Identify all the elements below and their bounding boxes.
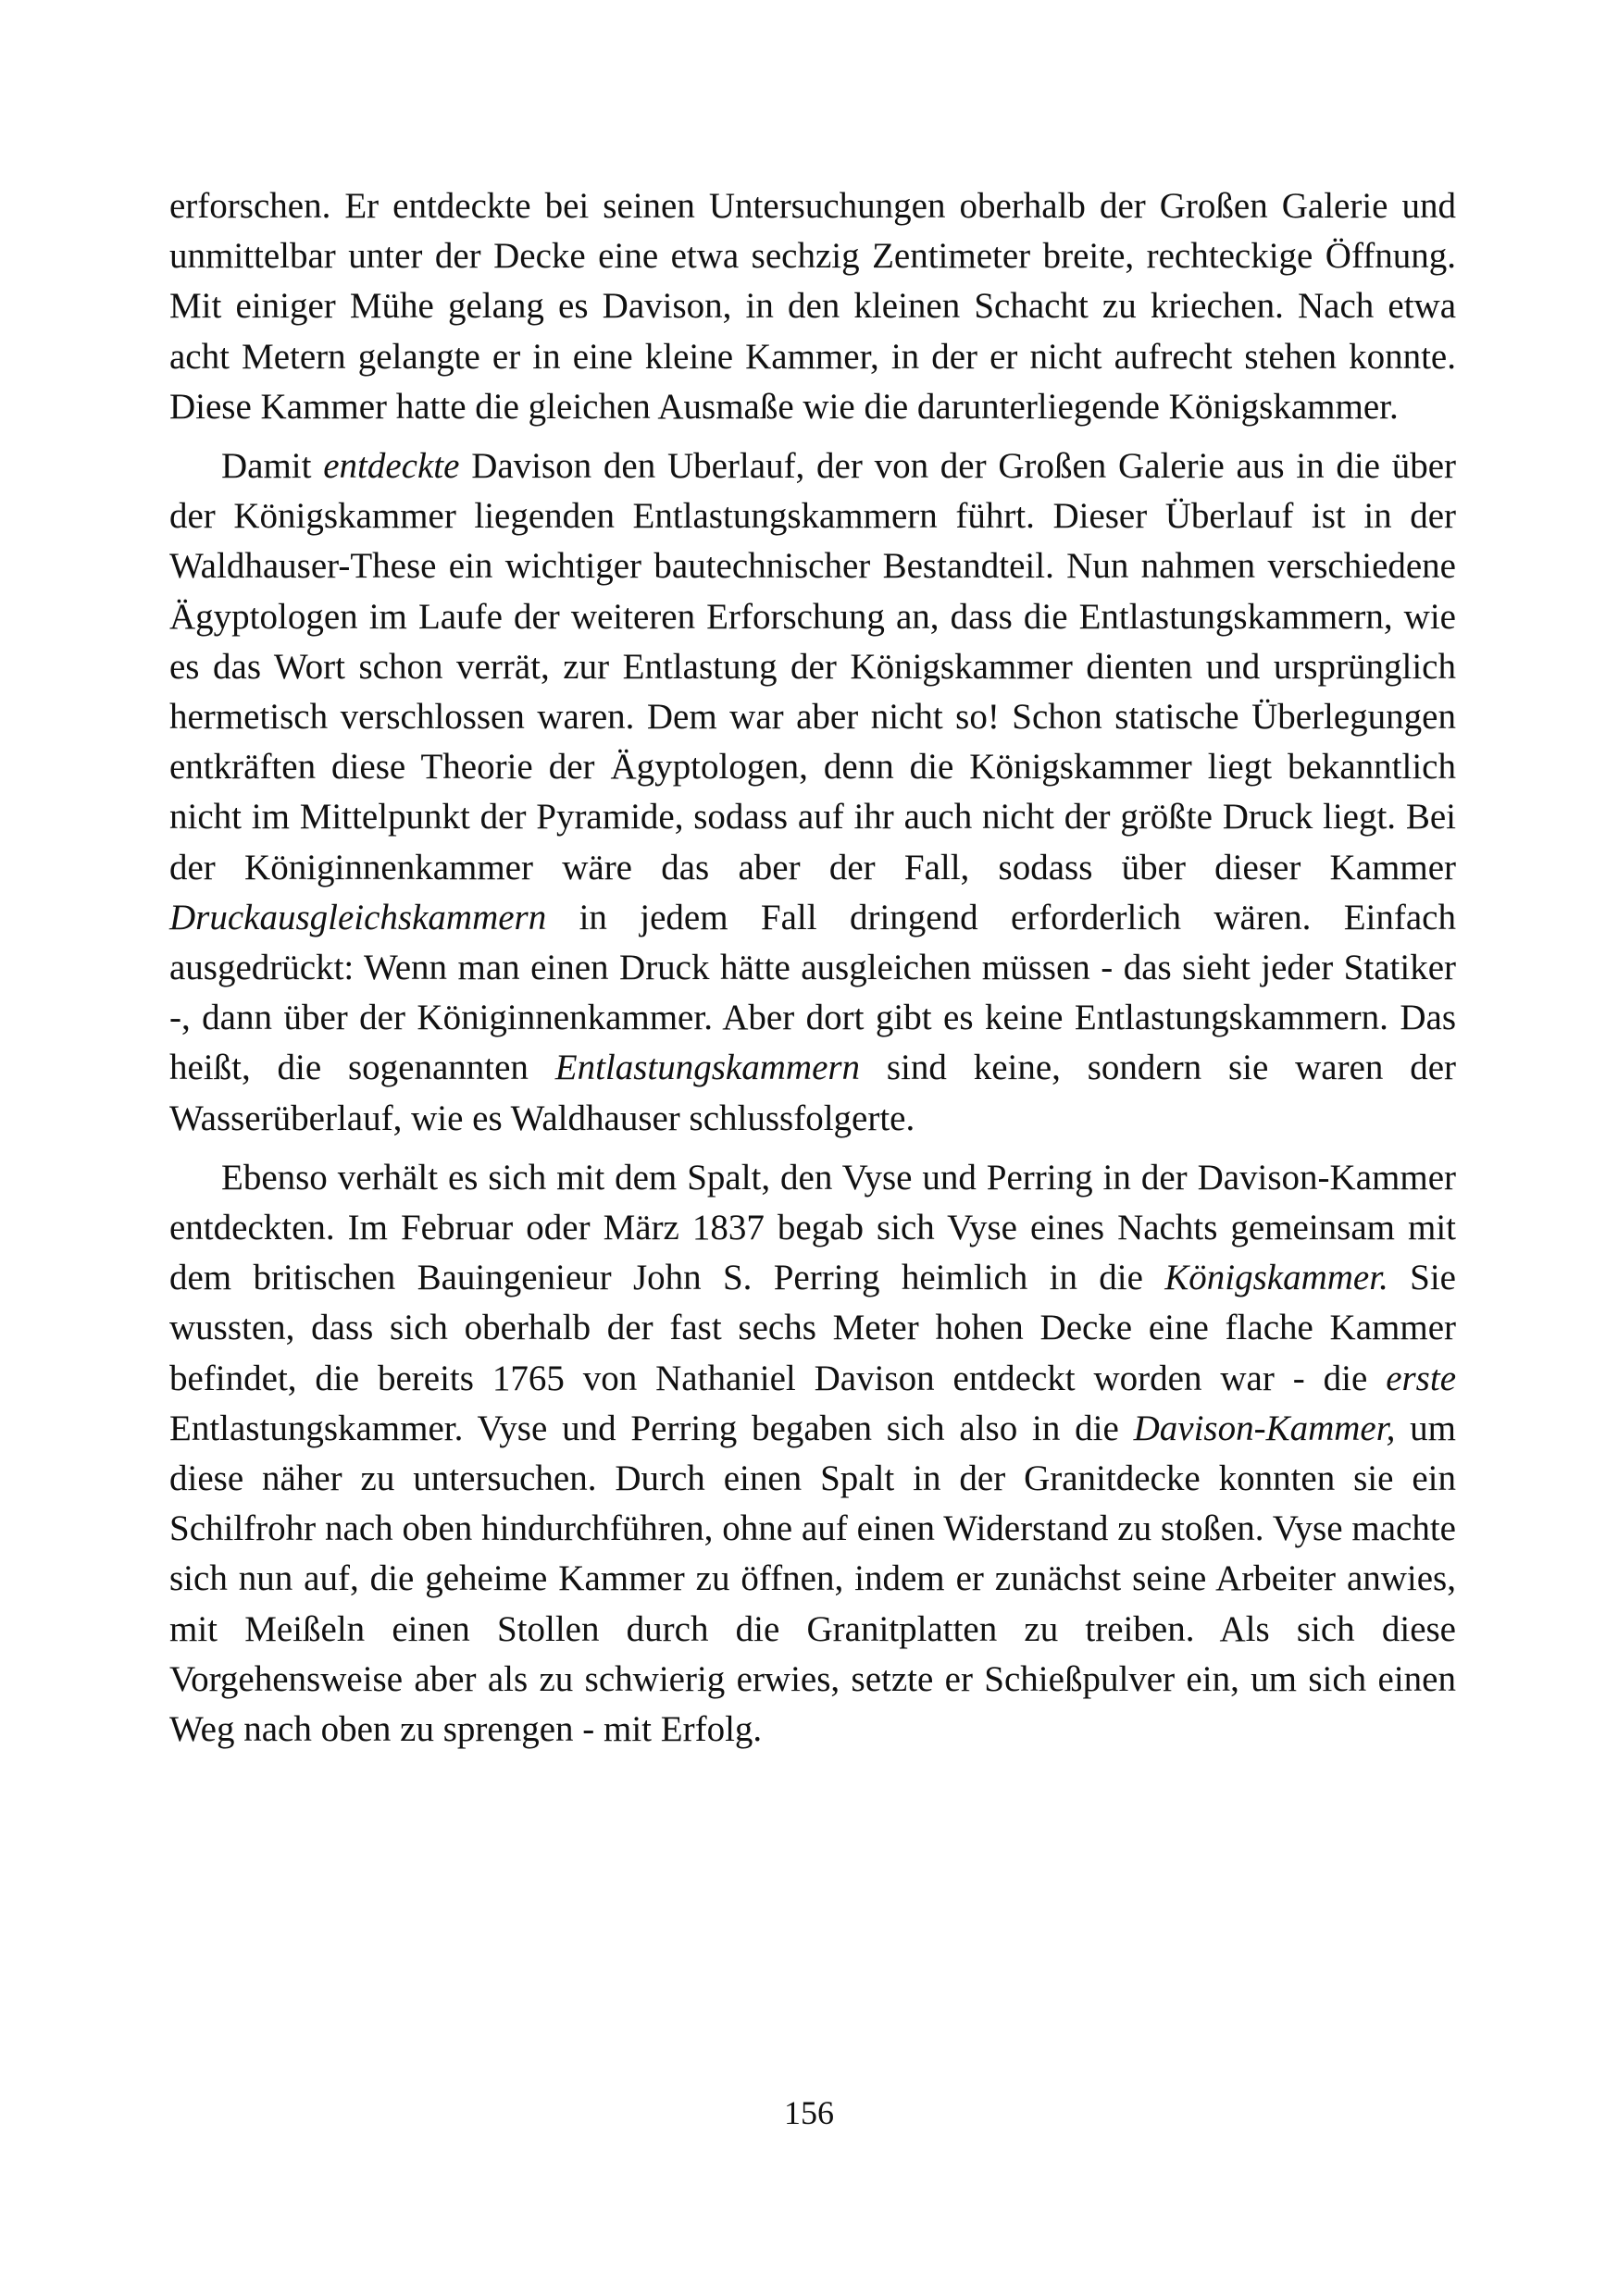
italic-text: Davison-Kammer, (1133, 1408, 1396, 1448)
text-run: Entlastungskammer. Vyse und Perring begaben sich also in die (169, 1408, 1134, 1448)
italic-text: Entlastungskammern (554, 1048, 861, 1088)
text-run: um diese näher zu untersuchen. Durch einen Spalt in der Granitdecke konnten sie ein Schilfrohr nach oben hindurchführen, ohne auf einen Widerstand zu stoßen. Vyse machte sich nun auf, die geheime Kammer zu öffnen, indem er zunächst seine Arbeiter anwies, mit Meißeln einen Stollen durch die Granitplatten zu treiben. Als sich diese Vorgehensweise aber als zu schwierig erwies, setzte er Schießpulver ein, um sich einen Weg nach oben zu sprengen - mit Erfolg. (169, 1408, 1456, 1750)
text-run: erforschen. Er entdeckte bei seinen Untersuchungen oberhalb der Großen Galerie und unmittelbar unter der Decke eine etwa sechzig Zentimeter breite, rechteckige Öffnung. Mit einiger Mühe gelang es Davison, in den kleinen Schacht zu kriechen. Nach etwa acht Metern gelangte er in eine kleine Kammer, in der er nicht aufrecht stehen konnte. Diese Kammer hatte die gleichen Ausmaße wie die darunterliegende Königskammer. (169, 186, 1456, 427)
italic-text: Königskammer. (1164, 1258, 1388, 1298)
text-run: Davison den Uberlauf, der von der Großen Galerie aus in die über der Königskammer liegenden Entlastungskammern führt. Dieser Überlauf ist in der Waldhauser-These ein wichtiger bautechnischer Bestandteil. Nun nahmen verschiedene Ägyptologen im Laufe der weiteren Erforschung an, dass die Entlastungskammern, wie es das Wort schon verrät, zur Entlastung der Königskammer dienten und ursprünglich hermetisch verschlossen waren. Dem war aber nicht so! Schon statische Überlegungen entkräften diese Theorie der Ägyptologen, denn die Königskammer liegt bekanntlich nicht im Mittelpunkt der Pyramide, sodass auf ihr auch nicht der größte Druck liegt. Bei der Königinnenkammer wäre das aber der Fall, sodass über dieser Kammer (169, 446, 1456, 887)
text-run: Damit (221, 446, 324, 487)
text-run: sind keine, sondern sie waren der Wasserüberlauf, wie es Waldhauser schlussfolgerte. (169, 1048, 1456, 1138)
paragraph (169, 441, 1456, 1144)
italic-text: Druckausgleichskammern (169, 897, 547, 937)
text-run: Sie wussten, dass sich oberhalb der fast sechs Meter hohen Decke eine flache Kammer befindet, die bereits 1765 von Nathaniel Davison entdeckt worden war - die (169, 1258, 1456, 1398)
italic-text: entdeckte (323, 446, 460, 487)
text-run: Ebenso verhält es sich mit dem Spalt, den Vyse und Perring in der Davison-Kammer entdeckten. Im Februar oder März 1837 begab sich Vyse eines Nachts gemeinsam mit dem britischen Bauingenieur John S. Perring heimlich in die (169, 1157, 1456, 1298)
text-run: in jedem Fall dringend erforderlich wären. Einfach ausgedrückt: Wenn man einen Druck hätte ausgleichen müssen - das sieht jeder Statiker -, dann über der Königinnenkammer. Aber dort gibt es keine Entlastungskammern. Das heißt, die sogenannten (169, 897, 1456, 1088)
body-text (169, 181, 1456, 1764)
page-number: 156 (784, 2094, 834, 2131)
italic-text: erste (1386, 1358, 1456, 1398)
paragraph (169, 1153, 1456, 1755)
paragraph (169, 181, 1456, 432)
